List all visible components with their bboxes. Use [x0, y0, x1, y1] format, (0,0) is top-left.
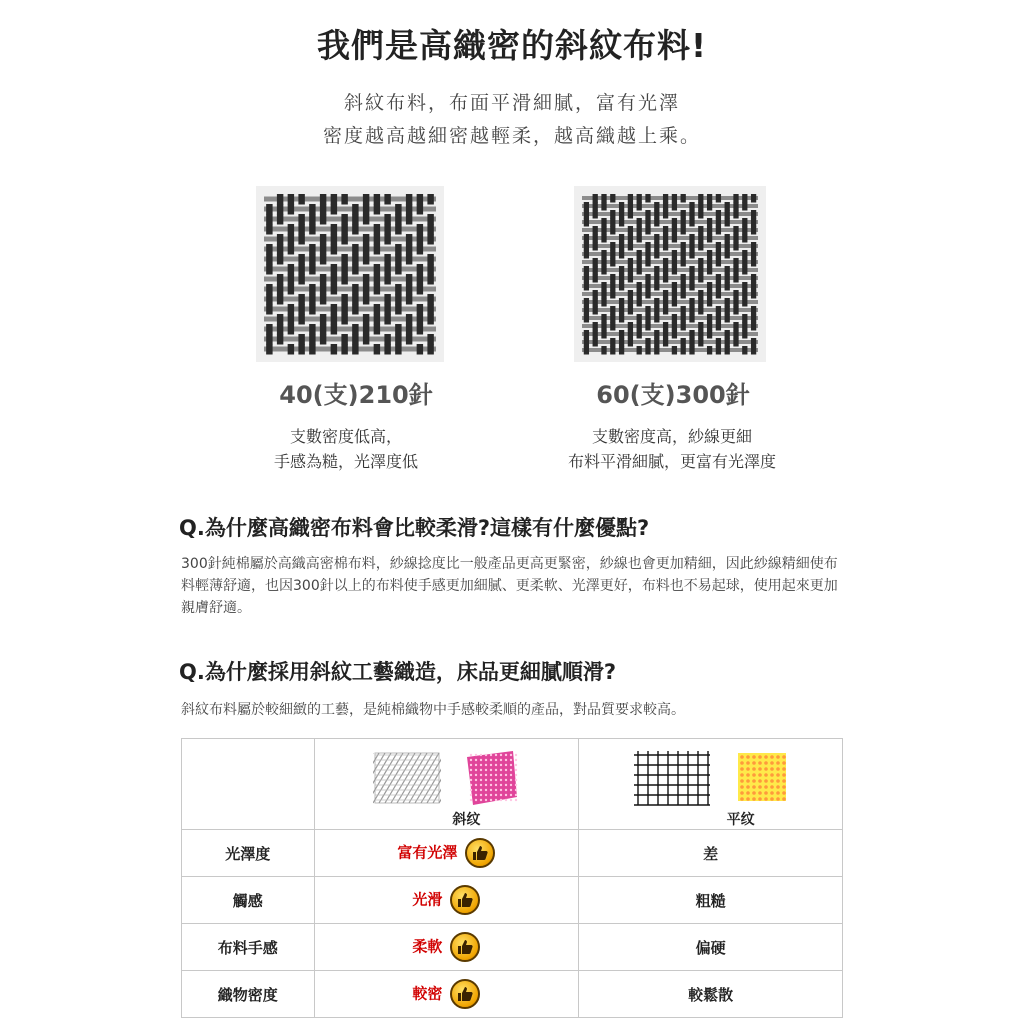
plain-value-cell: 差	[579, 830, 843, 877]
thumbs-up-icon	[450, 885, 480, 915]
attr-cell: 光澤度	[182, 830, 315, 877]
twill-color-swatch	[461, 749, 519, 807]
weave-desc-60-line1: 支數密度高，紗線更細	[591, 427, 752, 446]
plain-color-swatch	[734, 749, 790, 807]
weave-image-60	[574, 186, 766, 362]
attr-cell: 觸感	[182, 877, 315, 924]
weave-desc-60	[522, 424, 822, 474]
comparison-table	[181, 738, 843, 1018]
weave-label-40: 40(支)210針	[279, 381, 433, 409]
weave-desc-40-line1: 支數密度低高，	[289, 427, 402, 446]
header-twill-cell	[314, 739, 579, 830]
twill-weave-swatch	[373, 749, 441, 807]
question-1: Q.為什麼高織密布料會比較柔滑?這樣有什麼優點?	[179, 516, 650, 540]
twill-value-cell	[314, 971, 579, 1018]
weave-desc-40	[196, 424, 496, 474]
thumbs-up-icon	[450, 979, 480, 1009]
twill-value: 光滑	[412, 890, 443, 909]
table-row	[182, 971, 843, 1018]
page-title: 我們是高織密的斜紋布料!	[316, 26, 708, 65]
plain-label: 平纹	[726, 812, 755, 828]
plain-weave-swatch	[632, 749, 712, 807]
plain-value-cell: 偏硬	[579, 924, 843, 971]
weave-desc-60-line2: 布料平滑細膩，更富有光澤度	[567, 452, 776, 471]
twill-value: 富有光澤	[397, 843, 458, 862]
header-plain-cell	[579, 739, 843, 830]
weave-image-40	[256, 186, 444, 362]
table-row	[182, 877, 843, 924]
table-row	[182, 830, 843, 877]
weave-desc-40-line2: 手感為糙，光澤度低	[273, 452, 418, 471]
weave-label-60: 60(支)300針	[596, 381, 750, 409]
thumbs-up-icon	[465, 838, 495, 868]
subtitle-line-1: 斜紋布料，布面平滑細膩，富有光澤	[343, 92, 680, 114]
weave-pattern-fine	[574, 186, 766, 362]
header-empty-cell	[182, 739, 315, 830]
comparison-header-row	[182, 739, 843, 830]
twill-value: 較密	[412, 984, 443, 1003]
twill-value-cell	[314, 877, 579, 924]
twill-label: 斜纹	[452, 812, 481, 828]
table-row	[182, 924, 843, 971]
question-2: Q.為什麼採用斜紋工藝織造，床品更細膩順滑?	[179, 660, 617, 684]
twill-value-cell	[314, 924, 579, 971]
plain-value-cell: 較鬆散	[579, 971, 843, 1018]
twill-value: 柔軟	[412, 937, 443, 956]
attr-cell: 布料手感	[182, 924, 315, 971]
weave-pattern-coarse	[256, 186, 444, 362]
thumbs-up-icon	[450, 932, 480, 962]
subtitle-line-2: 密度越高越細密越輕柔，越高織越上乘。	[322, 125, 701, 147]
plain-value-cell: 粗糙	[579, 877, 843, 924]
twill-value-cell	[314, 830, 579, 877]
answer-1: 300針純棉屬於高織高密棉布料，紗線捻度比一般產品更高更緊密，紗線也會更加精細，因此紗線精細使布料輕薄舒適，也因300針以上的布料使手感更加細膩、更柔軟、光澤更好，布料也不易起球，使用起來更加親膚舒適。	[181, 556, 838, 616]
attr-cell: 織物密度	[182, 971, 315, 1018]
answer-2: 斜紋布料屬於較細緻的工藝，是純棉織物中手感較柔順的產品，對品質要求較高。	[181, 702, 685, 718]
